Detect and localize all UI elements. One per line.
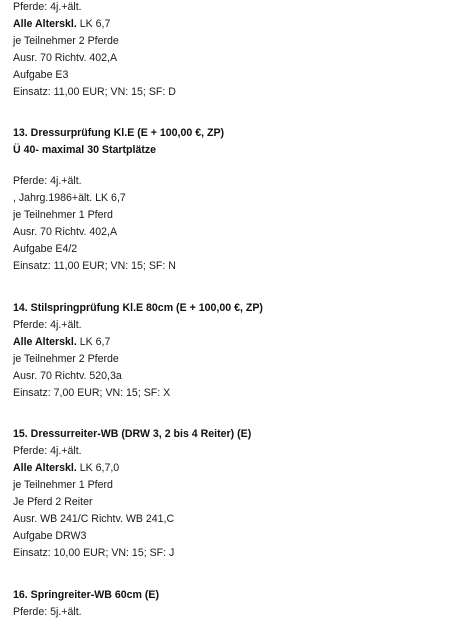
participants-line: je Teilnehmer 2 Pferde bbox=[13, 353, 119, 365]
task-line: Aufgabe DRW3 bbox=[13, 530, 87, 542]
equipment-line: Ausr. 70 Richtv. 402,A bbox=[13, 52, 118, 64]
section-title: 13. Dressurprüfung Kl.E (E + 100,00 €, ZP) bbox=[13, 127, 225, 139]
age-class-label: Alle Alterskl. bbox=[13, 18, 77, 30]
section-title: 16. Springreiter-WB 60cm (E) bbox=[13, 589, 159, 601]
section-title: 14. Stilspringprüfung Kl.E 80cm (E + 100,00 €, ZP) bbox=[13, 302, 263, 314]
age-class-line bbox=[13, 460, 443, 477]
document-page bbox=[13, 0, 443, 621]
task-line: Aufgabe E4/2 bbox=[13, 243, 78, 255]
age-class-line bbox=[13, 334, 443, 351]
participants-line: je Teilnehmer 1 Pferd bbox=[13, 479, 113, 491]
fee-line: Einsatz: 11,00 EUR; VN: 15; SF: N bbox=[13, 260, 176, 272]
horse-age-line: Pferde: 4j.+ält. bbox=[13, 1, 82, 13]
section-top-continuation bbox=[13, 0, 443, 101]
section-title: 15. Dressurreiter-WB (DRW 3, 2 bis 4 Reiter) (E) bbox=[13, 428, 252, 440]
horse-age-line: Pferde: 4j.+ält. bbox=[13, 175, 82, 187]
horse-age-line: Pferde: 4j.+ält. bbox=[13, 319, 82, 331]
age-class-label: Alle Alterskl. bbox=[13, 336, 77, 348]
birth-year-line: , Jahrg.1986+ält. LK 6,7 bbox=[13, 192, 126, 204]
section-pruefung-15 bbox=[13, 426, 443, 562]
participants-line: je Teilnehmer 1 Pferd bbox=[13, 209, 113, 221]
age-class-value: LK 6,7 bbox=[76, 18, 111, 30]
section-pruefung-16 bbox=[13, 587, 443, 621]
equipment-line: Ausr. 70 Richtv. 402,A bbox=[13, 226, 118, 238]
horse-age-line: Pferde: 5j.+ält. bbox=[13, 606, 82, 618]
age-class-value: LK 6,7,0 bbox=[76, 462, 120, 474]
task-line: Aufgabe E3 bbox=[13, 69, 69, 81]
horse-age-line: Pferde: 4j.+ält. bbox=[13, 445, 82, 457]
participants-line: je Teilnehmer 2 Pferde bbox=[13, 35, 119, 47]
fee-line: Einsatz: 7,00 EUR; VN: 15; SF: X bbox=[13, 387, 171, 399]
section-pruefung-13 bbox=[13, 125, 443, 275]
age-class-line bbox=[13, 16, 443, 33]
age-class-value: LK 6,7 bbox=[76, 336, 111, 348]
equipment-line: Ausr. 70 Richtv. 520,3a bbox=[13, 370, 122, 382]
fee-line: Einsatz: 11,00 EUR; VN: 15; SF: D bbox=[13, 86, 176, 98]
fee-line: Einsatz: 10,00 EUR; VN: 15; SF: J bbox=[13, 547, 175, 559]
equipment-line: Ausr. WB 241/C Richtv. WB 241,C bbox=[13, 513, 175, 525]
riders-per-horse-line: Je Pferd 2 Reiter bbox=[13, 496, 93, 508]
section-pruefung-14 bbox=[13, 300, 443, 402]
section-subtitle: Ü 40- maximal 30 Startplätze bbox=[13, 144, 157, 156]
age-class-label: Alle Alterskl. bbox=[13, 462, 77, 474]
